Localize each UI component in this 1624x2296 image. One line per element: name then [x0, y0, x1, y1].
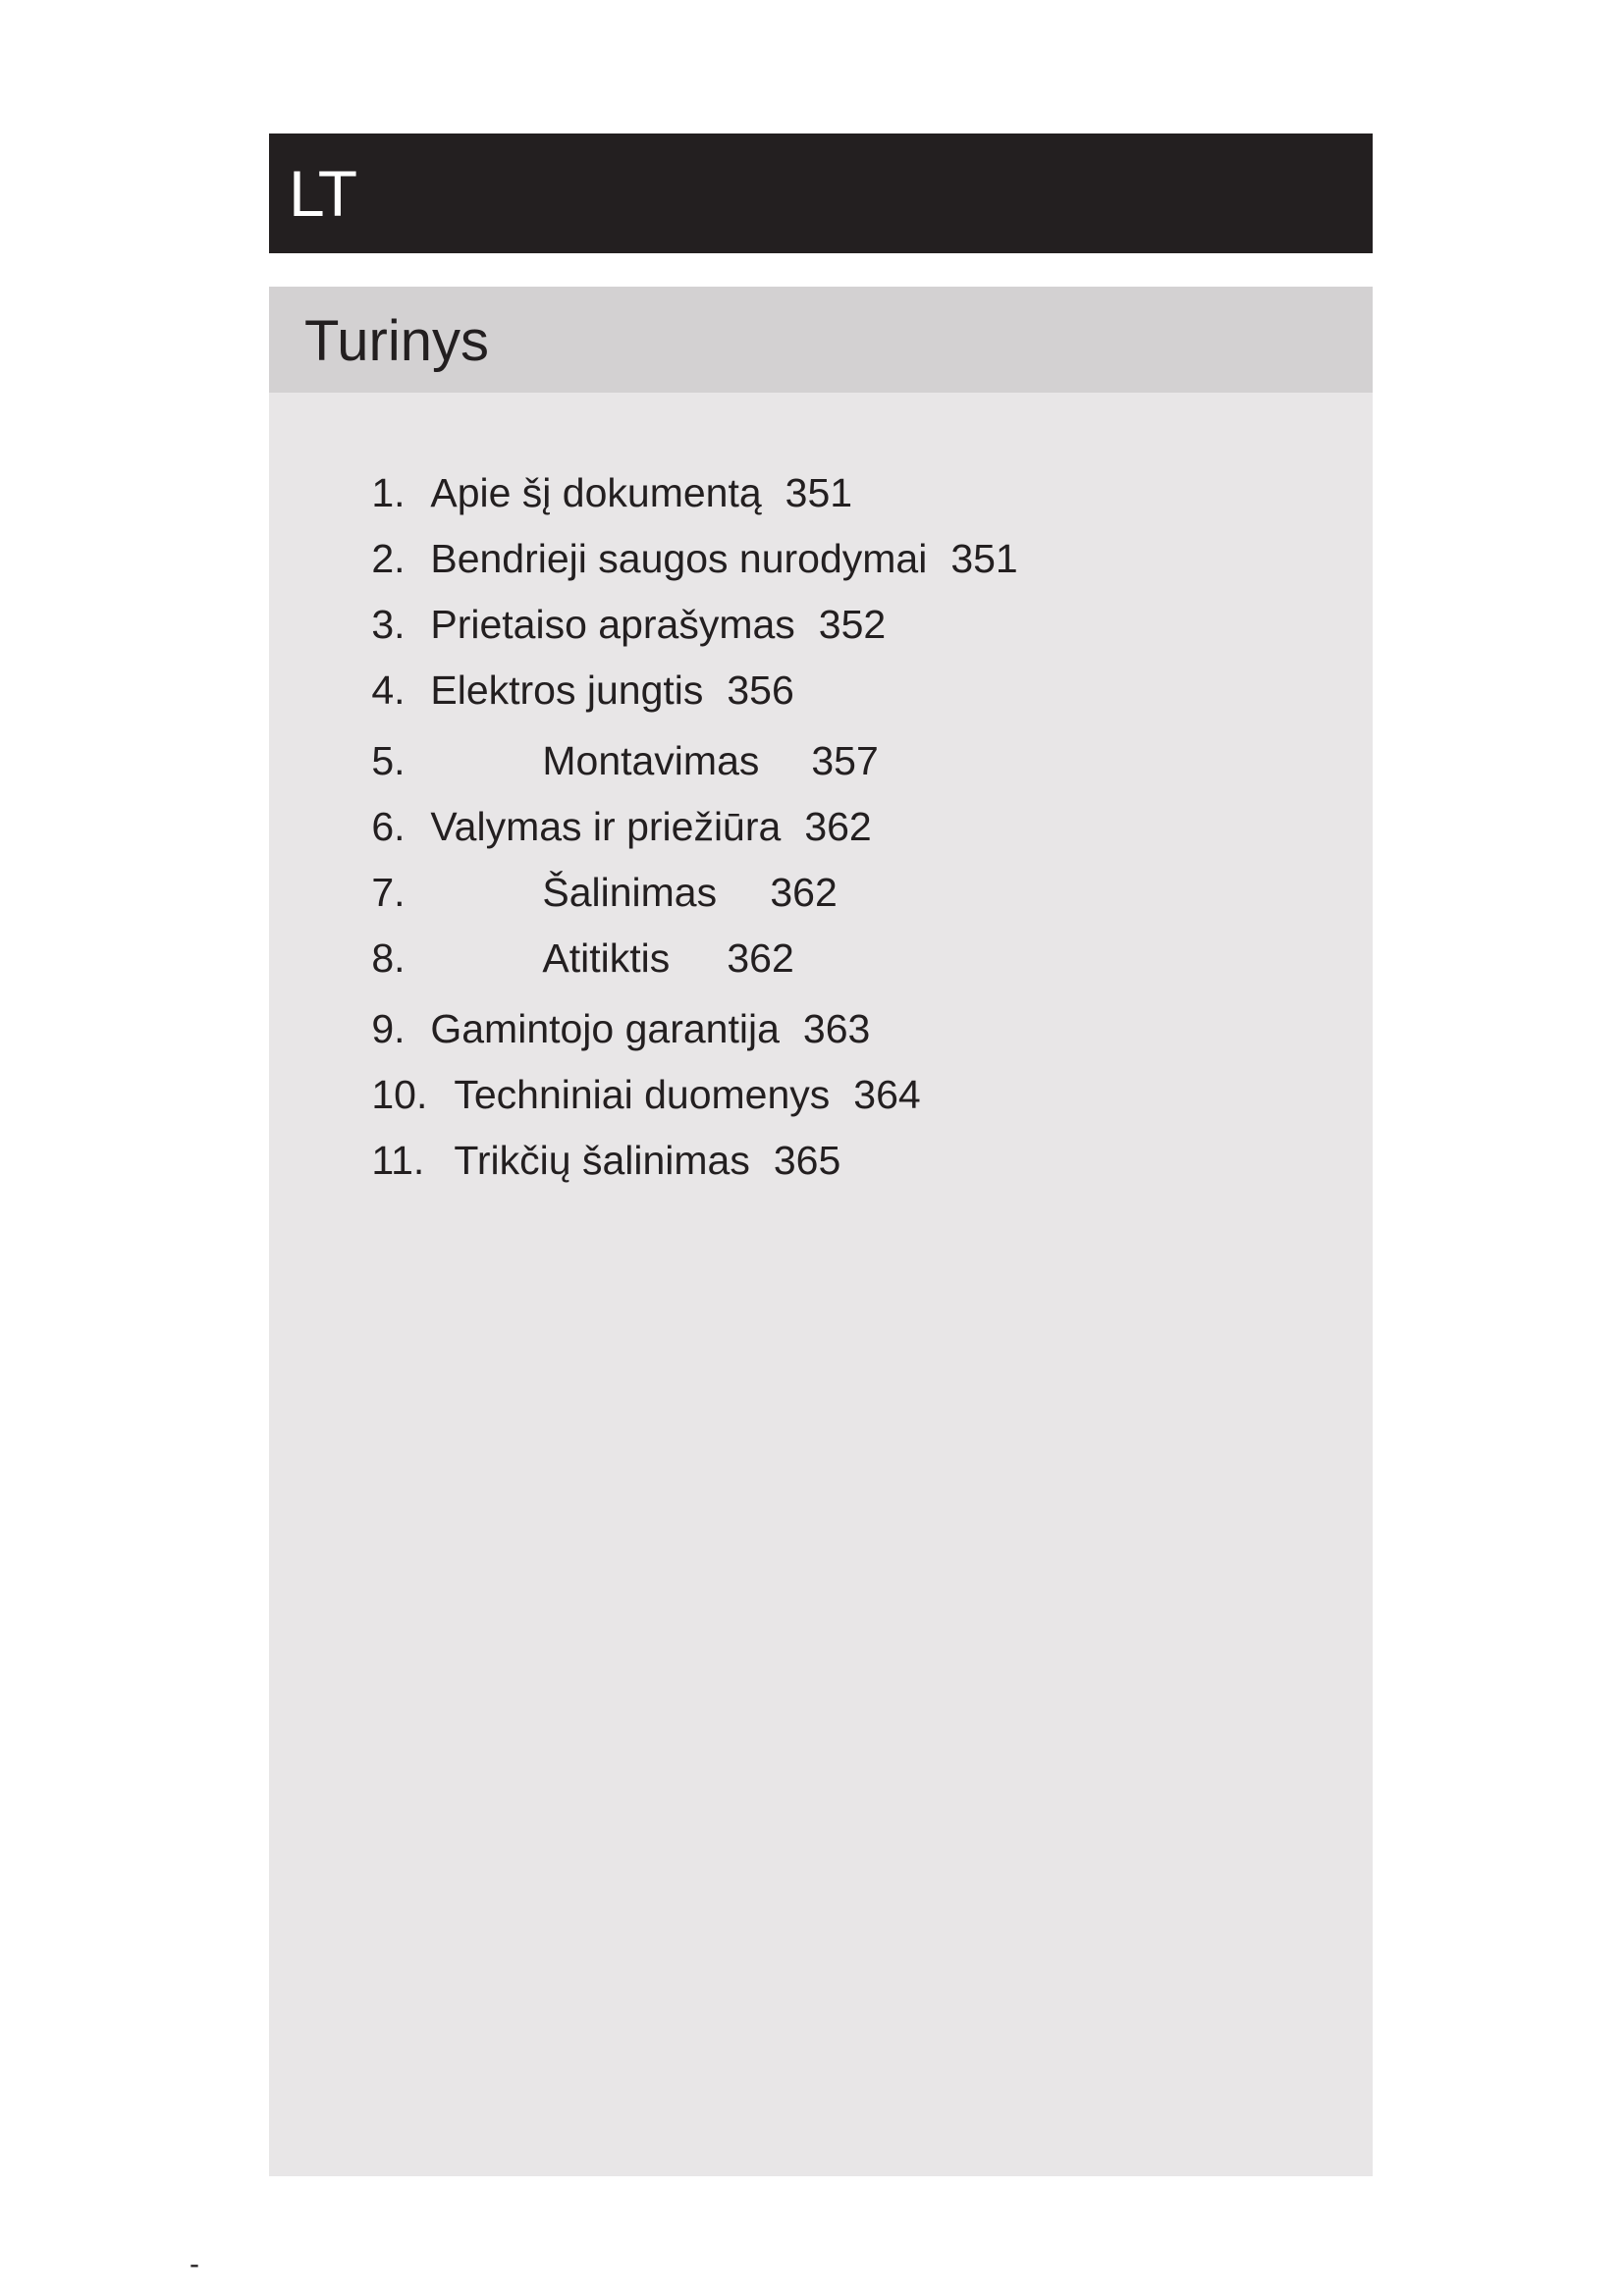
toc-item-page: 362: [727, 935, 794, 981]
toc-item-number: 10.: [371, 1072, 428, 1117]
toc-item-number: 6.: [371, 804, 406, 849]
toc-header: [269, 287, 1373, 393]
toc-item-number: 8.: [371, 935, 406, 981]
toc-item-page: 362: [770, 870, 838, 915]
toc-item-label: Gamintojo garantija: [430, 1006, 780, 1051]
table-of-contents: [269, 287, 1373, 2176]
toc-item-page: 362: [804, 804, 872, 849]
toc-item-label: Montavimas: [542, 738, 760, 783]
toc-item-page: 364: [853, 1072, 921, 1117]
toc-item-page: 351: [785, 470, 853, 515]
toc-title: Turinys: [304, 309, 489, 373]
toc-item-page: 356: [727, 667, 794, 713]
toc-item-number: 3.: [371, 602, 406, 647]
toc-item-label: Apie šį dokumentą: [430, 470, 762, 515]
toc-item-label: Atitiktis: [542, 935, 671, 981]
footer-mark: -: [189, 2248, 199, 2280]
toc-item-page: 363: [802, 1006, 871, 1051]
toc-item-label: Bendrieji saugos nurodymai: [430, 536, 928, 581]
toc-item-number: 4.: [371, 667, 406, 713]
toc-item-number: 1.: [371, 470, 406, 515]
toc-item[interactable]: [304, 1090, 840, 1231]
toc-item-label: Trikčių šalinimas: [454, 1138, 750, 1183]
toc-item-number: 11.: [371, 1138, 425, 1183]
toc-item-number: 7.: [371, 870, 406, 915]
toc-item-label: Šalinimas: [542, 870, 718, 915]
toc-item-label: Prietaiso aprašymas: [430, 602, 795, 647]
toc-item-page: 351: [950, 536, 1018, 581]
toc-item-number: 2.: [371, 536, 406, 581]
toc-item-page: 352: [818, 602, 887, 647]
toc-item-page: 357: [811, 738, 879, 783]
toc-item-number: 5.: [371, 738, 406, 783]
toc-item-page: 365: [773, 1138, 841, 1183]
language-code: LT: [289, 157, 356, 230]
toc-item-label: Valymas ir priežiūra: [430, 804, 782, 849]
language-header-bar: [269, 133, 1373, 253]
toc-item-label: Techniniai duomenys: [454, 1072, 831, 1117]
toc-item-number: 9.: [371, 1006, 406, 1051]
toc-item-label: Elektros jungtis: [430, 667, 704, 713]
